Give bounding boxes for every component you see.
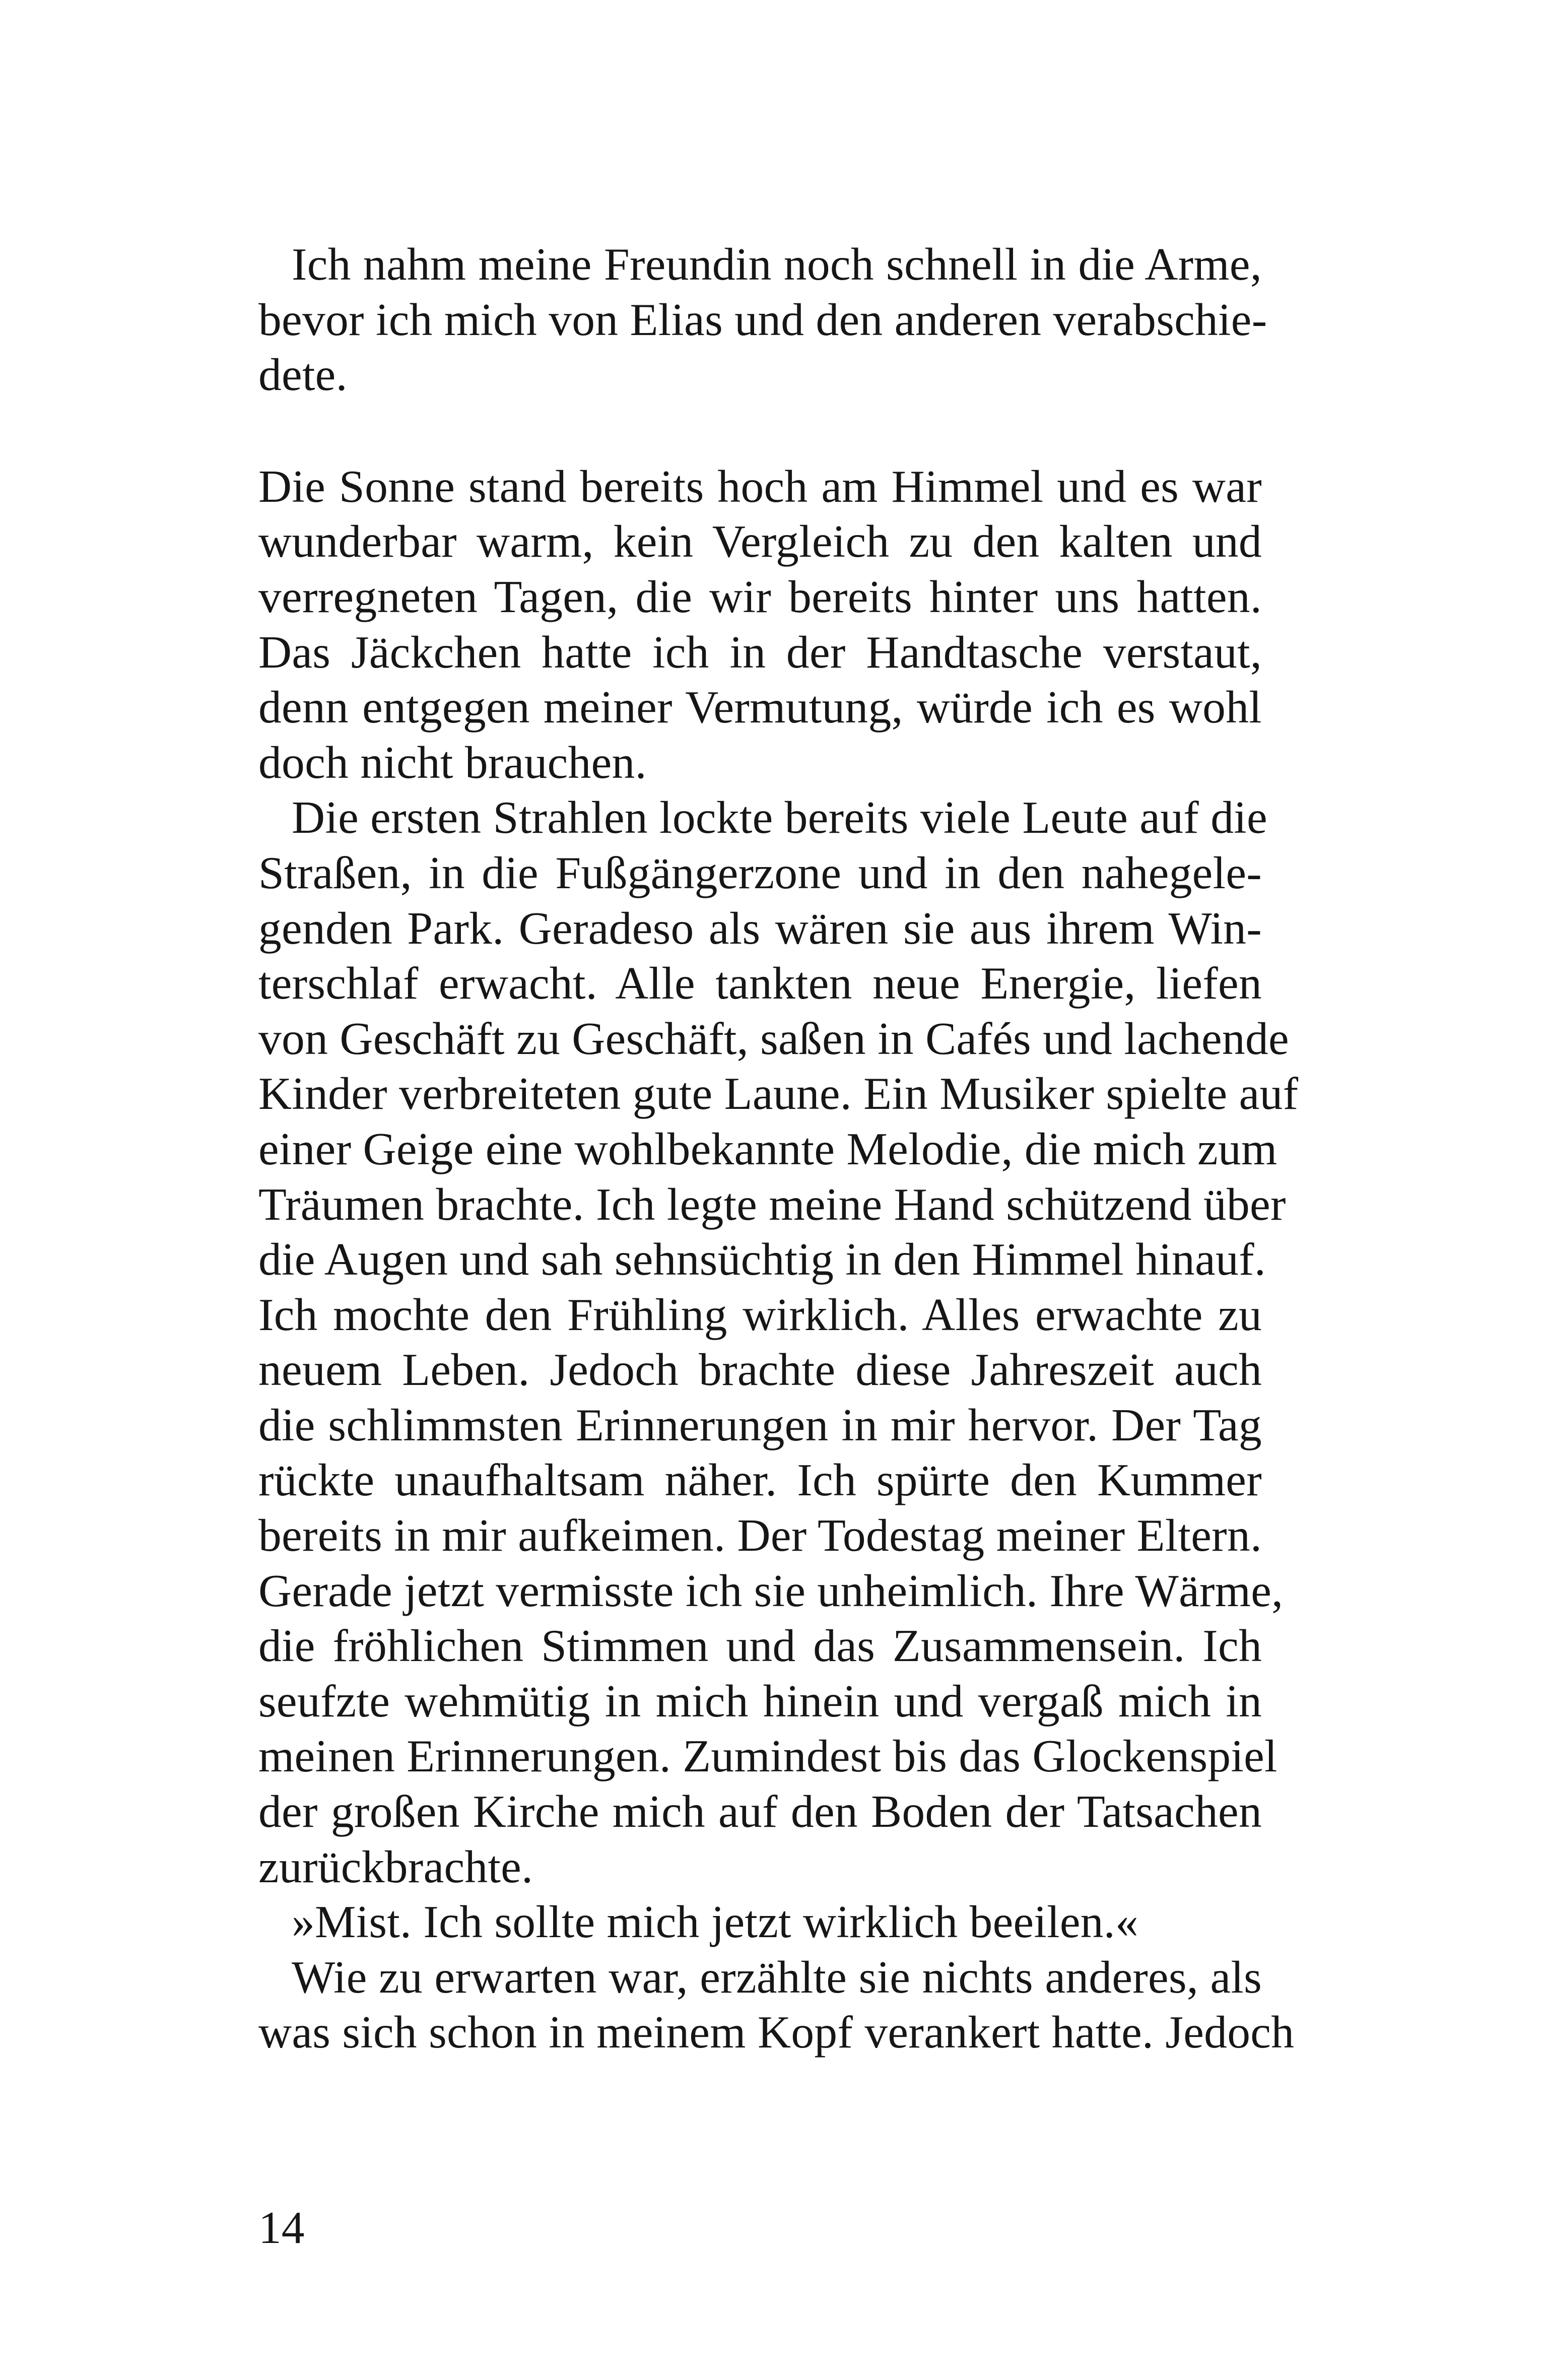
body-text [258,237,1299,2060]
text-line: bereits in mir aufkeimen. Der Todestag meiner Eltern. [258,1509,1262,1561]
page-number: 14 [258,2202,305,2253]
section-break [258,403,1262,459]
text-line: einer Geige eine wohlbekannte Melodie, die mich zum [258,1122,1277,1174]
text-line: von Geschäft zu Geschäft, saßen in Cafés und lachende [258,1012,1289,1064]
text-line: seufzte wehmütig in mich hinein und vergaß mich in [258,1675,1262,1727]
text-line: doch nicht brauchen. [258,736,647,788]
text-line: »Mist. Ich sollte mich jetzt wirklich beeilen.« [292,1896,1139,1948]
text-line: zurückbrachte. [258,1840,533,1892]
text-line: Straßen, in die Fußgängerzone und in den nahegele- [258,846,1262,898]
text-line: Träumen brachte. Ich legte meine Hand schützend über [258,1178,1286,1230]
text-line: Die Sonne stand bereits hoch am Himmel und es war [258,460,1262,512]
text-line: die Augen und sah sehnsüchtig in den Himmel hinauf. [258,1233,1266,1285]
text-line: Ich nahm meine Freundin noch schnell in die Arme, [292,238,1262,290]
text-line: Wie zu erwarten war, erzählte sie nichts anderes, als [292,1951,1262,2003]
text-line: terschlaf erwacht. Alle tankten neue Energie, liefen [258,957,1262,1009]
text-line: verregneten Tagen, die wir bereits hinter uns hatten. [258,570,1262,622]
text-line: was sich schon in meinem Kopf verankert hatte. Jedoch [258,2006,1295,2058]
text-line: neuem Leben. Jedoch brachte diese Jahreszeit auch [258,1344,1262,1396]
text-line: der großen Kirche mich auf den Boden der Tatsachen [258,1786,1262,1837]
text-line: dete. [258,349,348,401]
text-line: die schlimmsten Erinnerungen in mir hervor. Der Tag [258,1399,1262,1450]
text-line: bevor ich mich von Elias und den anderen verabschie- [258,293,1267,345]
text-line: rückte unaufhaltsam näher. Ich spürte den Kummer [258,1454,1262,1506]
text-line: genden Park. Geradeso als wären sie aus ihrem Win- [258,902,1262,954]
text-line: Kinder verbreiteten gute Laune. Ein Musiker spielte auf [258,1068,1299,1119]
text-line: meinen Erinnerungen. Zumindest bis das Glockenspiel [258,1730,1277,1782]
text-line: die fröhlichen Stimmen und das Zusammensein. Ich [258,1620,1262,1672]
text-line: Die ersten Strahlen lockte bereits viele Leute auf die [292,791,1267,843]
text-line: Gerade jetzt vermisste ich sie unheimlich. Ihre Wärme, [258,1564,1284,1616]
text-line: Das Jäckchen hatte ich in der Handtasche verstaut, [258,626,1262,678]
text-line: Ich mochte den Frühling wirklich. Alles erwachte zu [258,1288,1262,1340]
text-line: wunderbar warm, kein Vergleich zu den kalten und [258,515,1262,567]
text-line: denn entgegen meiner Vermutung, würde ich es wohl [258,681,1262,733]
